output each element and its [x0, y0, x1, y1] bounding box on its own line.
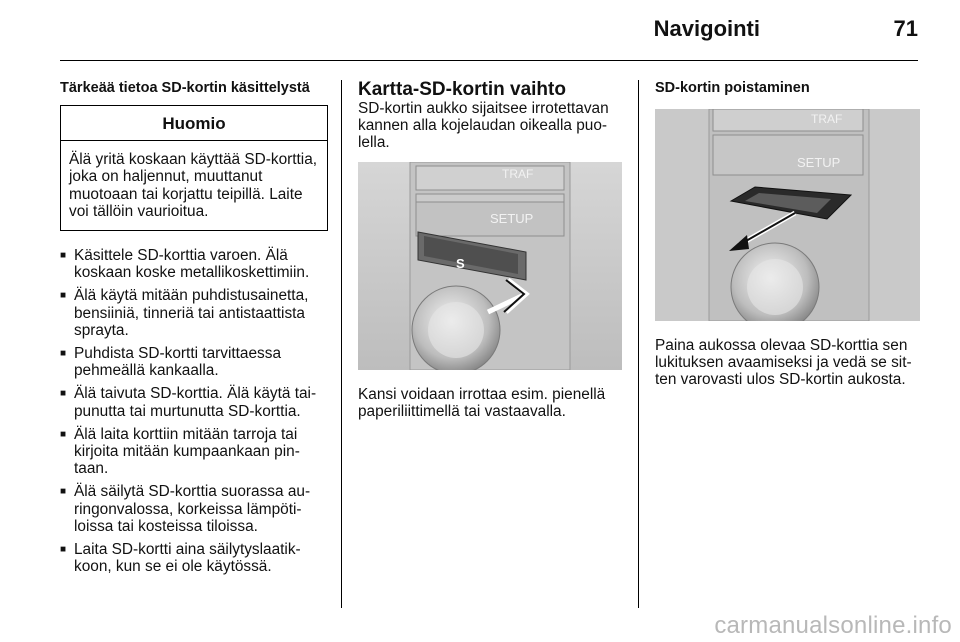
traf-label: TRAF: [502, 166, 534, 181]
middle-column: [358, 80, 622, 420]
header-divider: [60, 60, 918, 61]
list-item: ■ Puhdista SD-kortti tarvittaessa pehmeällä kankaalla.: [60, 345, 328, 379]
watermark: carmanualsonline.info: [714, 612, 952, 639]
right-caption: Paina aukossa olevaa SD-korttia sen lukituksen avaamiseksi ja vedä se sitten varovasti ulos SD-kortin aukosta.: [655, 337, 912, 389]
sd-slot-cover-photo: [358, 162, 622, 370]
setup-label: SETUP: [490, 210, 534, 226]
section-title: Kartta-SD-kortin vaihto: [358, 79, 566, 100]
page-title: Navigointi: [653, 16, 760, 41]
list-item: ■ Älä taivuta SD-korttia. Älä käytä taipunutta tai murtunutta SD-korttia.: [60, 385, 328, 419]
sd-icon: S: [456, 255, 465, 271]
notice-body: Älä yritä koskaan käyttää SD-korttia, joka on haljennut, muuttanut muotoaan tai korjattu teipillä. Laite voi tällöin vaurioitua.: [69, 151, 318, 220]
column-divider: [638, 80, 639, 608]
list-item: ■ Älä laita korttiin mitään tarroja tai kirjoita mitään kumpaankaan pintaan.: [60, 426, 328, 478]
list-item: ■ Älä säilytä SD-korttia suorassa auringonvalossa, korkeissa lämpötiloissa tai kosteissa tiloissa.: [60, 483, 328, 535]
list-item: ■ Älä käytä mitään puhdistusainetta, bensiiniä, tinneriä tai antistaattista sprayta.: [60, 287, 328, 339]
list-item: ■ Käsittele SD-korttia varoen. Älä koskaan koske metallikoskettimiin.: [60, 247, 328, 281]
notice-box: [60, 105, 328, 231]
right-column: [655, 80, 920, 389]
left-heading: Tärkeää tietoa SD-kortin käsittelystä: [60, 80, 310, 96]
bullet-list: [60, 247, 328, 575]
traf-label: TRAF: [811, 112, 843, 126]
left-column: [60, 80, 328, 581]
setup-label: SETUP: [797, 155, 841, 170]
column-divider: [341, 80, 342, 608]
list-item: ■ Laita SD-kortti aina säilytyslaatikkoon, kun se ei ole käytössä.: [60, 541, 328, 575]
right-heading: SD-kortin poistaminen: [655, 80, 810, 96]
middle-intro: SD-kortin aukko sijaitsee irrotettavan kannen alla kojelaudan oikealla puolella.: [358, 100, 609, 152]
middle-caption: Kansi voidaan irrottaa esim. pienellä paperiliittimellä tai vastaavalla.: [358, 385, 606, 420]
notice-title: Huomio: [61, 106, 327, 141]
sd-card-removal-photo: [655, 109, 920, 321]
page-number: 71: [893, 16, 918, 41]
